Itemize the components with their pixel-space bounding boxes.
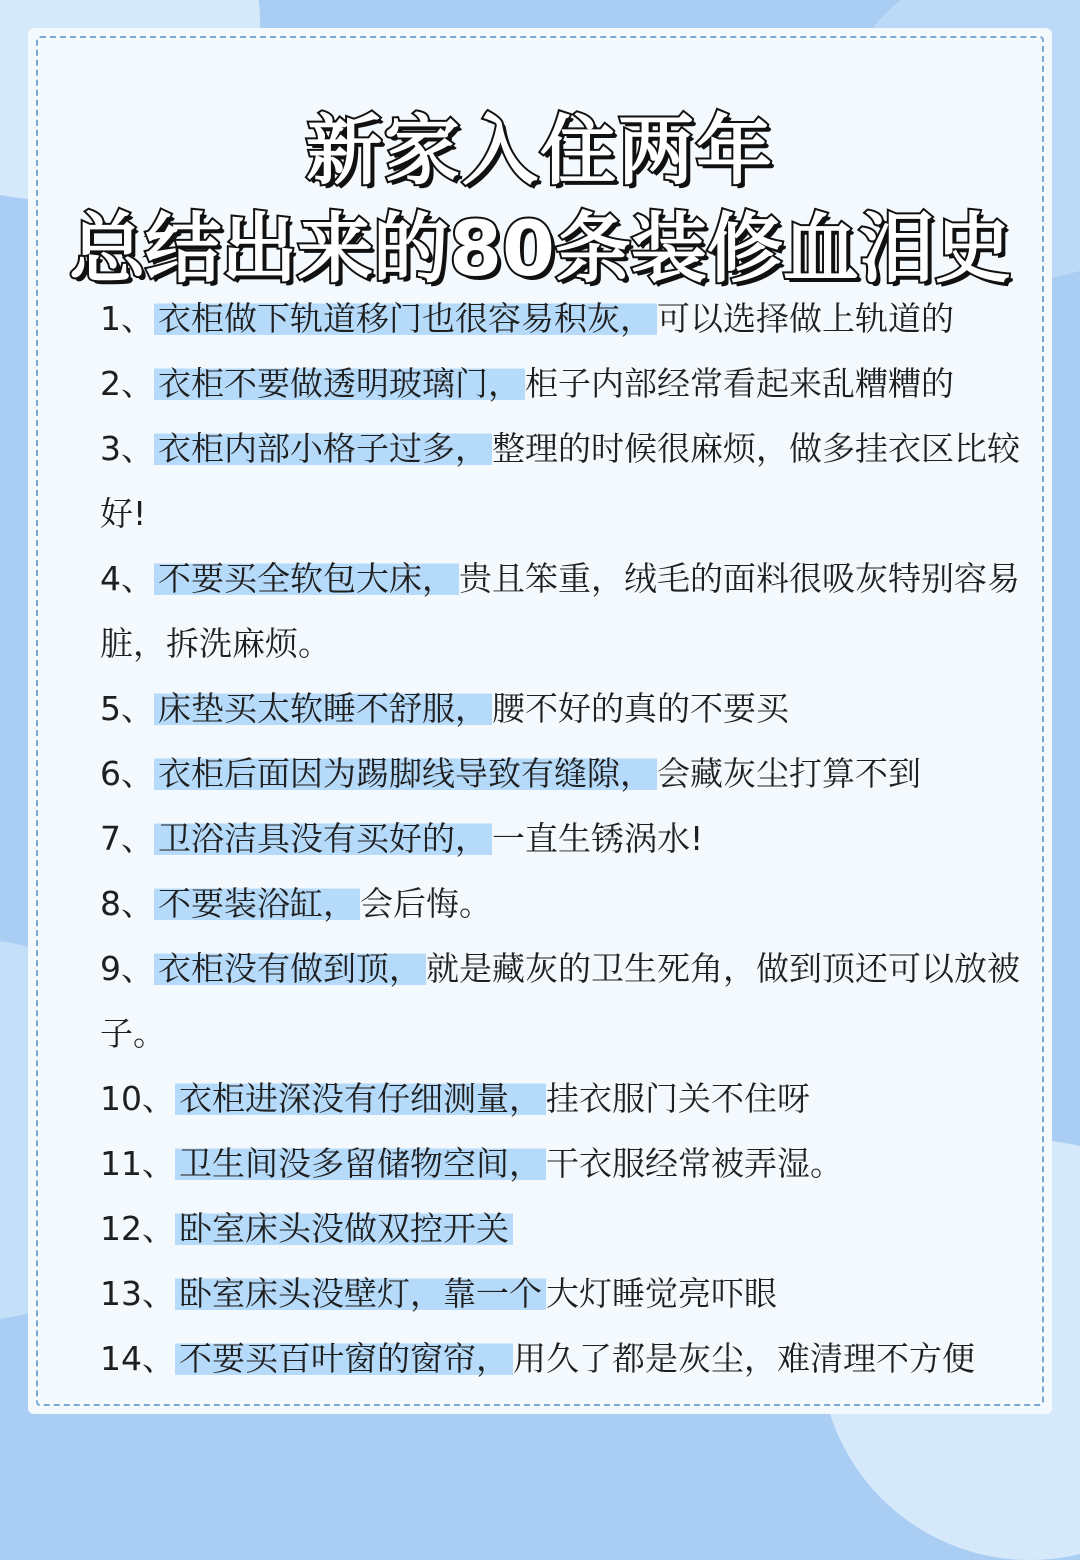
item-text: 大灯睡觉亮吓眼 <box>546 1274 777 1313</box>
list-item <box>100 416 1020 546</box>
item-text: 贵且笨重，绒毛的面料很吸灰特别容易脏，拆洗麻烦。 <box>100 559 1020 663</box>
list-item <box>100 1326 1020 1391</box>
item-number: 5、 <box>100 689 154 728</box>
item-highlight: 卧室床头没做双控开关 <box>175 1209 513 1248</box>
item-highlight: 不要买百叶窗的窗帘， <box>175 1339 513 1378</box>
item-highlight: 卧室床头没壁灯，靠一个 <box>175 1274 546 1313</box>
list-item <box>100 286 1020 351</box>
list-item <box>100 741 1020 806</box>
item-highlight: 衣柜内部小格子过多， <box>154 429 492 468</box>
item-highlight: 衣柜进深没有仔细测量， <box>175 1079 546 1118</box>
item-number: 12、 <box>100 1209 175 1248</box>
item-number: 3、 <box>100 429 154 468</box>
list-item <box>100 1131 1020 1196</box>
item-highlight: 衣柜不要做透明玻璃门， <box>154 364 525 403</box>
content-card <box>28 28 1052 1414</box>
item-highlight: 衣柜没有做到顶， <box>154 949 426 988</box>
list-item <box>100 871 1020 936</box>
item-highlight: 卫浴洁具没有买好的， <box>154 819 492 858</box>
item-number: 2、 <box>100 364 154 403</box>
list-item <box>100 1261 1020 1326</box>
list-item <box>100 1066 1020 1131</box>
item-number: 1、 <box>100 299 154 338</box>
item-number: 7、 <box>100 819 154 858</box>
list-item <box>100 676 1020 741</box>
item-highlight: 卫生间没多留储物空间， <box>175 1144 546 1183</box>
item-number: 9、 <box>100 949 154 988</box>
title-line-2: 总结出来的80条装修血泪史 <box>69 204 1011 293</box>
item-number: 10、 <box>100 1079 175 1118</box>
item-number: 14、 <box>100 1339 175 1378</box>
list-item <box>100 936 1020 1066</box>
item-text: 挂衣服门关不住呀 <box>546 1079 810 1118</box>
item-text: 会后悔。 <box>360 884 492 923</box>
tips-list <box>100 286 1020 1391</box>
title-line-1: 新家入住两年 <box>306 106 774 195</box>
item-highlight: 不要买全软包大床， <box>154 559 459 598</box>
item-text: 腰不好的真的不要买 <box>492 689 789 728</box>
item-text: 会藏灰尘打算不到 <box>657 754 921 793</box>
item-number: 11、 <box>100 1144 175 1183</box>
item-highlight: 不要装浴缸， <box>154 884 360 923</box>
item-text: 整理的时候很麻烦，做多挂衣区比较好! <box>100 429 1020 533</box>
item-number: 8、 <box>100 884 154 923</box>
item-text: 一直生锈涡水! <box>492 819 704 858</box>
item-number: 4、 <box>100 559 154 598</box>
list-item <box>100 1196 1020 1261</box>
item-text: 可以选择做上轨道的 <box>657 299 954 338</box>
list-item <box>100 806 1020 871</box>
item-highlight: 衣柜做下轨道移门也很容易积灰， <box>154 299 657 338</box>
list-item <box>100 351 1020 416</box>
list-item <box>100 546 1020 676</box>
item-number: 6、 <box>100 754 154 793</box>
item-text: 柜子内部经常看起来乱糟糟的 <box>525 364 954 403</box>
item-text: 用久了都是灰尘，难清理不方便 <box>513 1339 975 1378</box>
item-highlight: 床垫买太软睡不舒服， <box>154 689 492 728</box>
item-highlight: 衣柜后面因为踢脚线导致有缝隙， <box>154 754 657 793</box>
item-text: 就是藏灰的卫生死角，做到顶还可以放被子。 <box>100 949 1020 1053</box>
item-text: 干衣服经常被弄湿。 <box>546 1144 843 1183</box>
item-number: 13、 <box>100 1274 175 1313</box>
